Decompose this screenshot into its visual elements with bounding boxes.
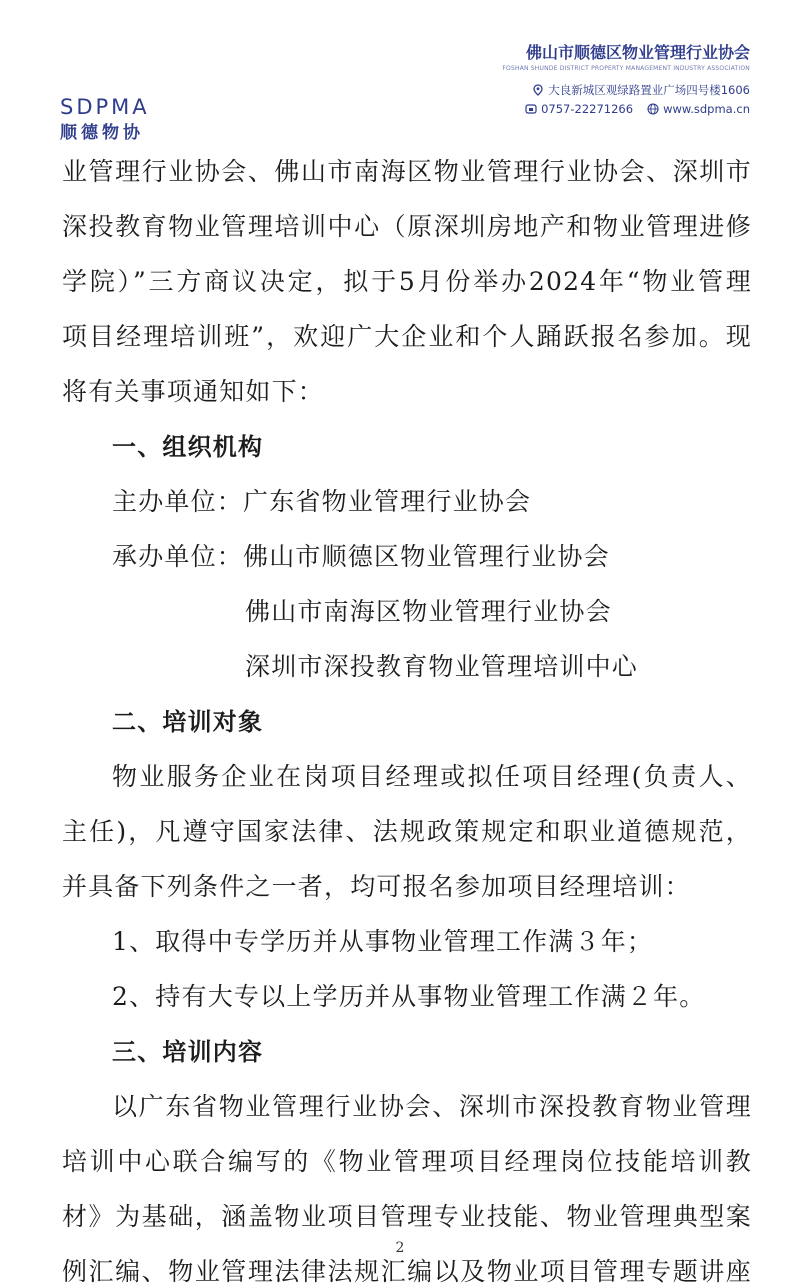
- section-heading: 一、组织机构: [112, 433, 264, 461]
- org-name-en: FOSHAN SHUNDE DISTRICT PROPERTY MANAGEMENT INDUSTRY ASSOCIATION: [502, 65, 750, 72]
- location-pin-icon: [532, 84, 544, 96]
- paragraph-line: 材》为基础，涵盖物业项目管理专业技能、物业管理典型案: [62, 1202, 752, 1231]
- page-number: 2: [395, 1240, 405, 1256]
- org-name-cn: 佛山市顺德区物业管理行业协会: [525, 43, 750, 62]
- phone-text: 0757-22271266: [541, 102, 634, 116]
- phone-icon: [525, 103, 537, 115]
- paragraph-line: 例汇编、物业管理法律法规汇编以及物业项目管理专题讲座: [62, 1257, 752, 1286]
- website-text: www.sdpma.cn: [663, 102, 750, 116]
- paragraph-line: 深投教育物业管理培训中心（原深圳房地产和物业管理进修: [62, 212, 752, 241]
- paragraph-line: 项目经理培训班”，欢迎广大企业和个人踊跃报名参加。现: [62, 322, 752, 351]
- paragraph-line: 将有关事项通知如下：: [62, 377, 325, 406]
- organizer-line: 主办单位：广东省物业管理行业协会: [112, 487, 532, 516]
- paragraph-line: 培训中心联合编写的《物业管理项目经理岗位技能培训教: [62, 1147, 752, 1176]
- co-organizer-line: 佛山市南海区物业管理行业协会: [245, 597, 612, 626]
- globe-icon: [647, 103, 659, 115]
- logo-text-cn: 顺德物协: [60, 123, 144, 143]
- paragraph-line: 并具备下列条件之一者，均可报名参加项目经理培训：: [62, 872, 691, 901]
- section-heading: 三、培训内容: [112, 1038, 264, 1066]
- co-organizer-line: 深圳市深投教育物业管理培训中心: [245, 652, 639, 681]
- address-text: 大良新城区观绿路置业广场四号楼1606: [548, 83, 750, 97]
- logo-text-en: SDPMA: [60, 95, 150, 119]
- paragraph-line: 物业服务企业在岗项目经理或拟任项目经理(负责人、: [112, 762, 752, 791]
- contact-line: [525, 102, 750, 116]
- paragraph-line: 学院）”三方商议决定，拟于5月份举办2024年“物业管理: [62, 267, 752, 296]
- paragraph-line: 主任)，凡遵守国家法律、法规政策规定和职业道德规范，: [62, 817, 752, 846]
- address-line: [532, 82, 750, 98]
- list-item: 1、取得中专学历并从事物业管理工作满３年；: [112, 927, 654, 956]
- paragraph-line: 业管理行业协会、佛山市南海区物业管理行业协会、深圳市: [62, 157, 752, 186]
- co-organizer-line: 承办单位：佛山市顺德区物业管理行业协会: [112, 542, 610, 571]
- paragraph-line: 以广东省物业管理行业协会、深圳市深投教育物业管理: [112, 1092, 752, 1121]
- list-item: 2、持有大专以上学历并从事物业管理工作满２年。: [112, 982, 706, 1011]
- letterhead: [0, 0, 800, 150]
- section-heading: 二、培训对象: [112, 708, 264, 736]
